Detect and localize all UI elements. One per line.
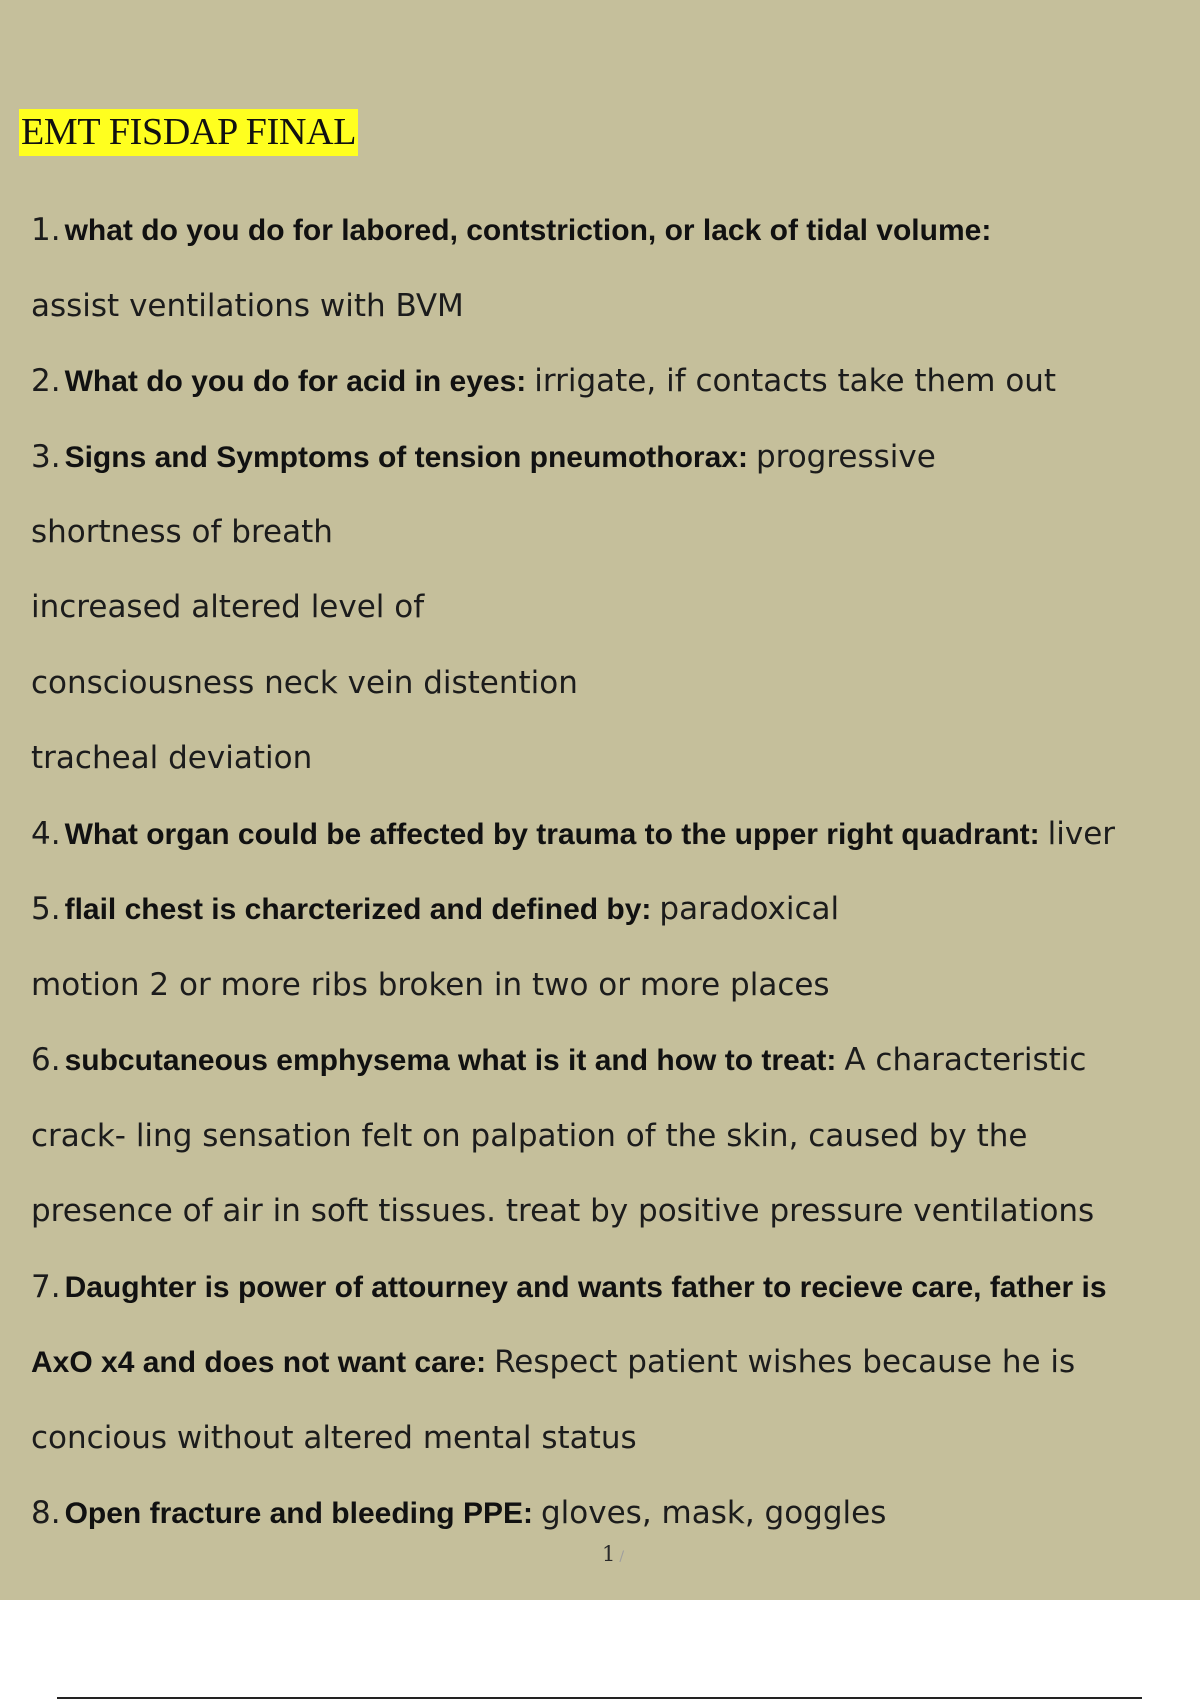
question-line-5	[31, 889, 839, 930]
answer-text: A characteristic	[844, 1042, 1087, 1078]
question-text: what do you do for labored, contstriction, or lack of tidal volume:	[64, 214, 992, 247]
answer-line: assist ventilations with BVM	[31, 288, 464, 324]
question-text: Open fracture and bleeding PPE:	[64, 1497, 533, 1530]
item-number: 3.	[31, 439, 61, 475]
answer-line: tracheal deviation	[31, 740, 313, 776]
item-number: 6.	[31, 1042, 61, 1078]
answer-line: motion 2 or more ribs broken in two or more places	[31, 967, 830, 1003]
question-text: What organ could be affected by trauma to the upper right quadrant:	[64, 818, 1040, 851]
page-number	[602, 1542, 624, 1569]
question-line-6	[31, 1040, 1086, 1081]
item-number: 4.	[31, 816, 61, 852]
question-line-1	[31, 210, 991, 251]
answer-text: gloves, mask, goggles	[541, 1495, 887, 1531]
answer-text: irrigate, if contacts take them out	[534, 363, 1057, 399]
question-line-7	[31, 1267, 1107, 1308]
answer-text: Respect patient wishes because he is	[494, 1344, 1076, 1380]
item-number: 2.	[31, 363, 61, 399]
question-text: Signs and Symptoms of tension pneumothorax:	[64, 441, 748, 474]
answer-line: crack- ling sensation felt on palpation of the skin, caused by the	[31, 1118, 1028, 1154]
answer-line: increased altered level of	[31, 589, 425, 625]
answer-text: liver	[1047, 816, 1116, 852]
page-divider	[57, 1697, 1142, 1699]
question-line-3	[31, 437, 936, 478]
item-number: 1.	[31, 212, 61, 248]
question-line-2	[31, 361, 1056, 402]
question-text-continued: AxO x4 and does not want care:	[31, 1346, 487, 1379]
answer-text: progressive	[755, 439, 936, 475]
question-continued-line	[31, 1342, 1075, 1383]
answer-line: shortness of breath	[31, 514, 333, 550]
item-number: 8.	[31, 1495, 61, 1531]
answer-line: concious without altered mental status	[31, 1420, 637, 1456]
page-number-value: 1	[602, 1542, 616, 1566]
question-text: Daughter is power of attourney and wants father to recieve care, father is	[64, 1271, 1107, 1304]
answer-line: consciousness neck vein distention	[31, 665, 578, 701]
question-text: flail chest is charcterized and defined by:	[64, 893, 652, 926]
answer-line: presence of air in soft tissues. treat by positive pressure ventilations	[31, 1193, 1095, 1229]
question-text: What do you do for acid in eyes:	[64, 365, 527, 398]
answer-text: paradoxical	[659, 891, 840, 927]
question-line-4	[31, 814, 1115, 855]
page-separator: /	[619, 1549, 625, 1565]
item-number: 7.	[31, 1269, 61, 1305]
question-line-8	[31, 1493, 886, 1534]
question-text: subcutaneous emphysema what is it and how to treat:	[64, 1044, 837, 1077]
document-title: EMT FISDAP FINAL	[19, 109, 358, 156]
item-number: 5.	[31, 891, 61, 927]
